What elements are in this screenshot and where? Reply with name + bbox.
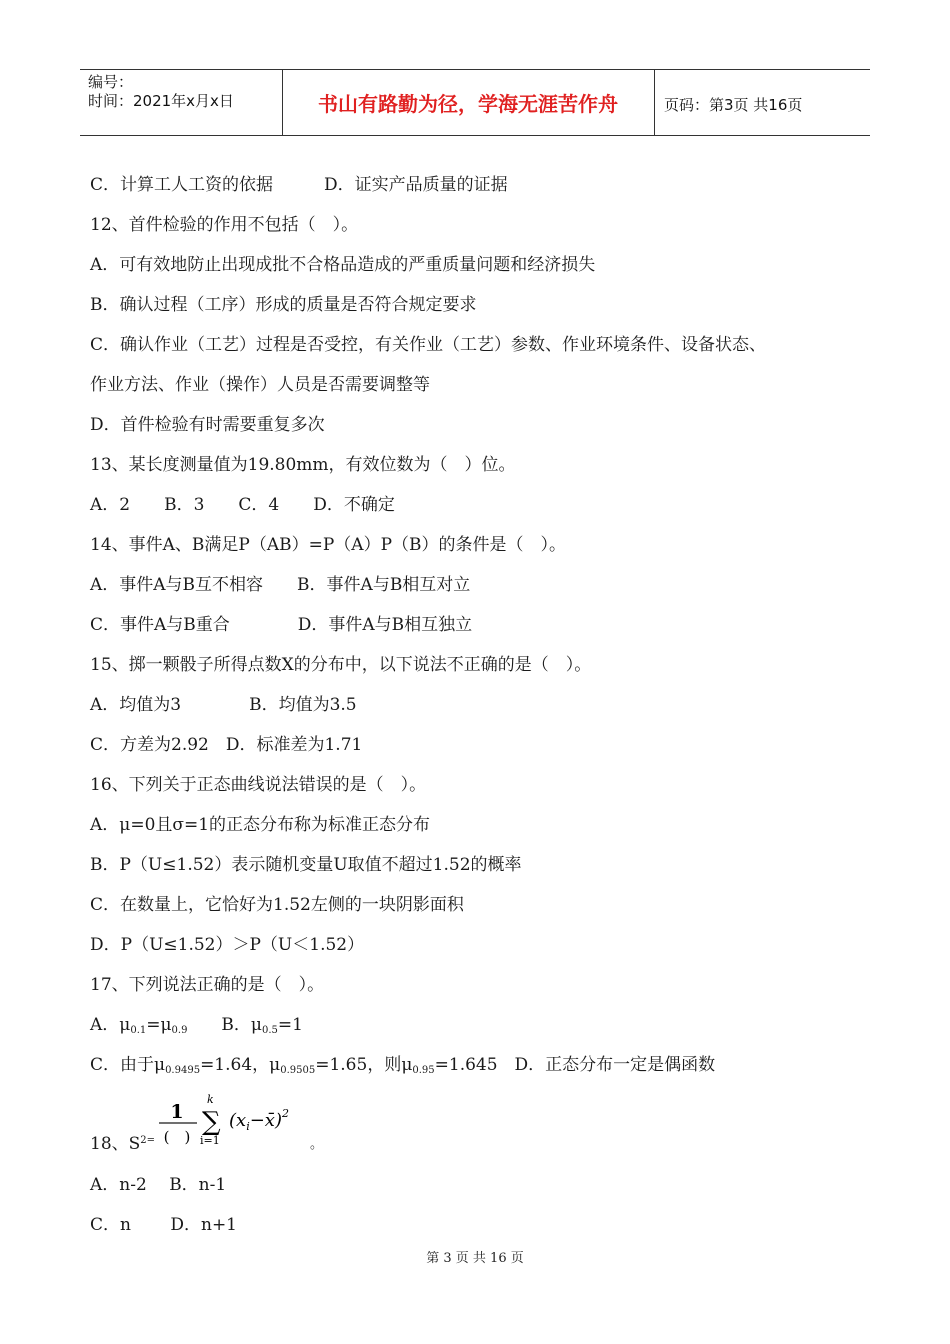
sum-lower-limit: i=1 (200, 1134, 220, 1147)
question-13: 13、某长度测量值为19.80mm，有效位数为（ ）位。 (90, 455, 516, 475)
question-14: 14、事件A、B满足P（AB）=P（A）P（B）的条件是（ ）。 (90, 535, 566, 555)
sum-symbol: ∑ (202, 1107, 221, 1137)
text-line: C．事件A与B重合 D．事件A与B相互独立 (90, 615, 473, 635)
q17-options-ab: A．$\mu_{0.1}=\mu_{0.9}$ B．$\mu_{0.5}=1$ (90, 1015, 303, 1036)
q18-options-ab: A．n-2 B．n-1 (90, 1175, 227, 1195)
sum-upper-limit: k (207, 1093, 214, 1106)
question-15: 15、掷一颗骰子所得点数X的分布中，以下说法不正确的是（ ）。 (90, 655, 592, 675)
text-line: C．方差为2.92 D．标准差为1.71 (90, 735, 363, 755)
text-line: C．计算工人工资的依据 D．证实产品质量的证据 (90, 175, 508, 195)
text-line: A．事件A与B互不相容 B．事件A与B相互对立 (90, 575, 471, 595)
header-page-info: 页码：第3页 共16页 (664, 96, 803, 114)
question-18: 18、$S^{2=}$ (90, 1134, 156, 1154)
header-bottom-rule (80, 135, 870, 136)
question-16: 16、下列关于正态曲线说法错误的是（ ）。 (90, 775, 427, 795)
text-line: C．在数量上，它恰好为1.52左侧的一块阴影面积 (90, 895, 464, 915)
text-line: D．P（U≤1.52）＞P（U＜1.52） (90, 935, 365, 955)
page-footer: 第 3 页 共 16 页 (426, 1251, 524, 1266)
text-line: A．可有效地防止出现成批不合格品造成的严重质量问题和经济损失 (90, 255, 596, 275)
formula-denominator: ( ) (163, 1128, 191, 1146)
q18-options-cd: C．n D．n+1 (90, 1215, 237, 1235)
header-top-rule (80, 69, 870, 70)
header-divider-right (654, 69, 655, 135)
header-motto: 书山有路勤为径，学海无涯苦作舟 (318, 92, 618, 116)
q17-options-cd: C．由于$\mu_{0.9495}=1.64$，$\mu_{0.9505}=1.65$，则$\mu_{0.95}=1.645$ D．正态分布一定是偶函数 (90, 1055, 716, 1076)
text-line: 作业方法、作业（操作）人员是否需要调整等 (90, 375, 430, 395)
text-line: A．均值为3 B．均值为3.5 (90, 695, 357, 715)
document-date: 时间：2021年x月x日 (88, 92, 234, 110)
document-number: 编号： (88, 73, 134, 91)
sum-term: $(x_i-x̄)^2$ (229, 1107, 289, 1133)
text-line: A．μ=0且σ=1的正态分布称为标准正态分布 (90, 815, 431, 835)
text-line: C．确认作业（工艺）过程是否受控，有关作业（工艺）参数、作业环境条件、设备状态、 (90, 335, 767, 355)
formula-svg (155, 1090, 325, 1150)
text-line: B．P（U≤1.52）表示随机变量U取值不超过1.52的概率 (90, 855, 522, 875)
text-line: B．确认过程（工序）形成的质量是否符合规定要求 (90, 295, 477, 315)
question-17: 17、下列说法正确的是（ ）。 (90, 975, 325, 995)
q18-suffix: 。 (310, 1137, 324, 1152)
question-12: 12、首件检验的作用不包括（ ）。 (90, 215, 359, 235)
formula-numerator: 1 (170, 1101, 184, 1123)
text-line: D．首件检验有时需要重复多次 (90, 415, 325, 435)
variance-formula (155, 1090, 315, 1150)
text-line: A．2 B．3 C．4 D．不确定 (90, 495, 395, 515)
